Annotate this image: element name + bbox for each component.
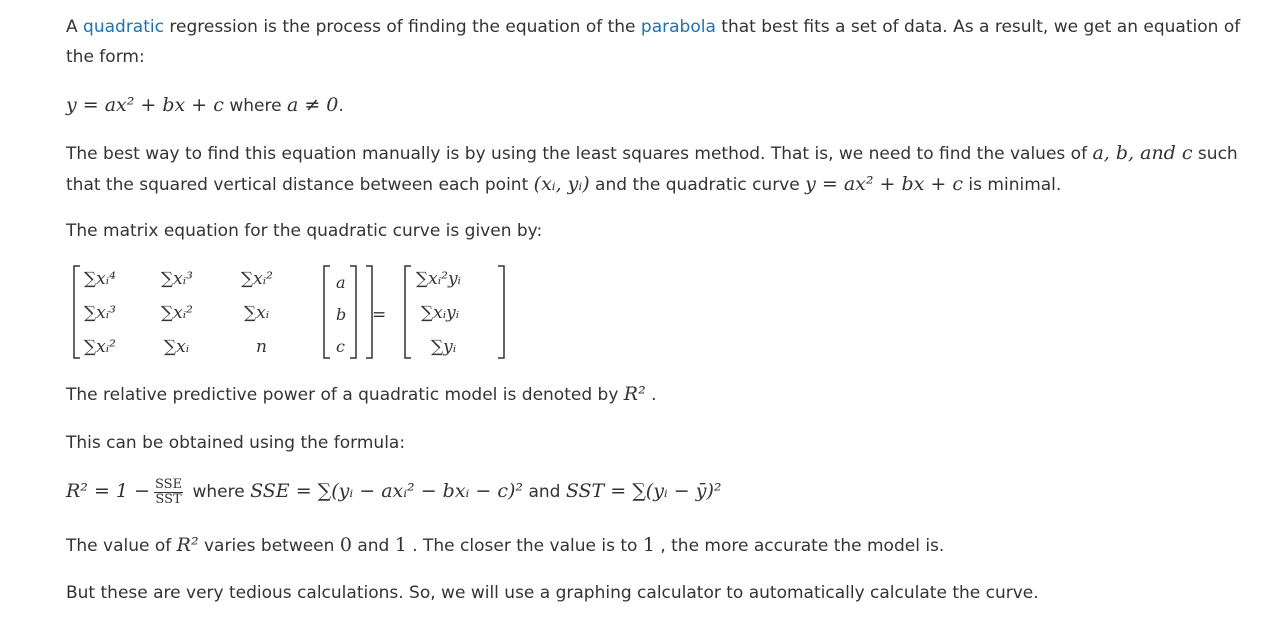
text: and xyxy=(351,536,395,556)
text: where xyxy=(187,482,251,502)
text: The value of xyxy=(66,536,177,556)
text: . The closer the value is to xyxy=(406,536,643,556)
rhs-cell: ∑xᵢ²yᵢ xyxy=(416,269,461,289)
matrix-cell: ∑xᵢ² xyxy=(241,269,273,289)
quadratic-link[interactable]: quadratic xyxy=(83,17,164,37)
matrix-cell: ∑xᵢ² xyxy=(84,337,116,357)
one-value: 1 xyxy=(394,534,407,556)
general-form-equation xyxy=(66,90,344,121)
rhs-left-bracket xyxy=(405,266,411,358)
rhs-right-bracket xyxy=(498,266,504,358)
intro-text: A xyxy=(66,17,84,37)
r2-symbol: R² xyxy=(623,383,646,405)
matrix-cell: ∑xᵢ³ xyxy=(84,303,116,323)
text: is minimal. xyxy=(963,175,1062,195)
matrix-cell: ∑xᵢ² xyxy=(161,303,193,323)
matrix-intro: The matrix equation for the quadratic curve is given by: xyxy=(66,221,543,241)
text: such that the squared vertical distance between each point xyxy=(66,144,1238,195)
where-text: where xyxy=(223,96,287,116)
text: and the quadratic curve xyxy=(589,175,806,195)
text: and xyxy=(523,482,566,502)
condition-math: a ≠ 0 xyxy=(286,94,339,116)
matrix-cell: ∑xᵢ xyxy=(164,337,190,357)
formula-intro: This can be obtained using the formula: xyxy=(66,433,406,453)
parabola-link[interactable]: parabola xyxy=(640,17,716,37)
text: The best way to find this equation manually is by using the least squares method. That is, we need to find the values of xyxy=(66,144,1093,164)
fraction-denominator: SST xyxy=(155,491,182,507)
intro-paragraph xyxy=(66,12,1251,72)
variables-math: a, b, and c xyxy=(1092,142,1193,164)
vector-cell: a xyxy=(336,273,346,292)
equation-math: y = ax² + bx + c xyxy=(66,94,224,116)
text: The relative predictive power of a quadratic model is denoted by xyxy=(66,385,624,405)
point-math: (xᵢ, yᵢ) xyxy=(533,173,590,195)
r2-lhs: R² = 1 − xyxy=(66,480,150,502)
matrix-cell: ∑xᵢ³ xyxy=(161,269,193,289)
zero-value: 0 xyxy=(339,534,352,556)
sse-formula: SSE = ∑(yᵢ − axᵢ² − bxᵢ − c)² xyxy=(250,480,524,502)
r2-intro-paragraph xyxy=(66,379,657,410)
range-paragraph xyxy=(66,530,944,561)
matrix-cell: ∑xᵢ xyxy=(244,303,270,323)
matrix-cell: n xyxy=(256,337,267,357)
vector-cell: b xyxy=(336,305,347,324)
vector-cell: c xyxy=(336,337,345,356)
matrix-equation xyxy=(66,260,526,364)
fraction-numerator: SSE xyxy=(154,476,183,492)
period-text: . xyxy=(338,96,344,116)
intro-text: that best fits a set of data. As a result, we get an equation of the form: xyxy=(66,17,1241,67)
text: varies between xyxy=(198,536,340,556)
equals-sign: = xyxy=(372,305,387,325)
least-squares-paragraph xyxy=(66,138,1251,200)
r2-symbol: R² xyxy=(176,534,199,556)
vector-left-bracket xyxy=(324,266,330,358)
r2-formula xyxy=(66,476,722,507)
vector-right-bracket xyxy=(350,266,356,358)
intro-text: regression is the process of finding the equation of the xyxy=(163,17,641,37)
curve-math: y = ax² + bx + c xyxy=(805,173,964,195)
rhs-cell: ∑xᵢyᵢ xyxy=(421,303,460,323)
text: , the more accurate the model is. xyxy=(654,536,945,556)
matrix-cell: ∑xᵢ⁴ xyxy=(84,269,116,289)
matrix-left-bracket xyxy=(74,266,80,358)
sst-formula: SST = ∑(yᵢ − ȳ)² xyxy=(565,480,722,502)
sse-sst-fraction xyxy=(154,478,183,507)
rhs-cell: ∑yᵢ xyxy=(431,337,457,357)
closing-paragraph: But these are very tedious calculations. So, we will use a graphing calculator to automatically calculate the curve. xyxy=(66,583,1039,603)
text: . xyxy=(645,385,657,405)
one-value: 1 xyxy=(642,534,655,556)
